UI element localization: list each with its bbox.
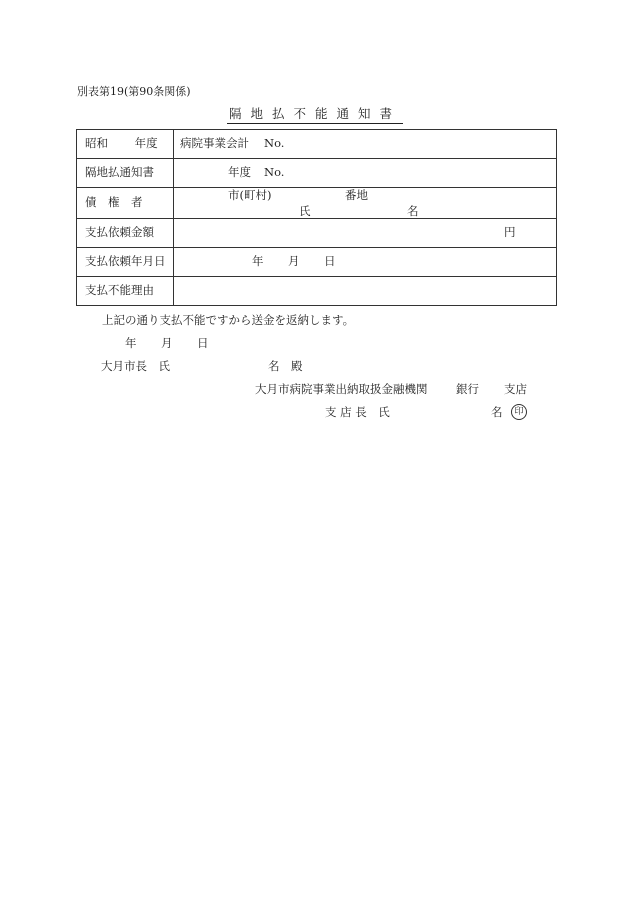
sender-branch: 支店 — [504, 382, 527, 396]
form-reference: 別表第19(第90条関係) — [77, 85, 191, 98]
document-title: 隔地払不能通知書 — [0, 108, 630, 121]
table-row — [77, 219, 557, 248]
addressee-name-suffix: 名 殿 — [268, 359, 303, 373]
branch-manager-name-suffix: 名 — [491, 405, 503, 419]
row-value-creditor: 市(町村) 番地 氏 名 — [174, 188, 557, 219]
addressee-title: 大月市長 氏 — [101, 359, 170, 373]
row-label-payment-amount: 支払依頼金額 — [77, 219, 174, 248]
table-row — [77, 248, 557, 277]
table-row — [77, 277, 557, 306]
sender-institution: 大月市病院事業出納取扱金融機関 — [255, 382, 428, 396]
row-label-remittance-notice: 隔地払通知書 — [77, 159, 174, 188]
seal-icon: 印 — [511, 404, 527, 420]
branch-manager-title: 支 店 長 氏 — [325, 405, 390, 419]
return-statement: 上記の通り支払不能ですから送金を返納します。 — [102, 313, 355, 327]
row-label-creditor: 債 権 者 — [77, 188, 174, 219]
table-row — [77, 130, 557, 159]
table-row — [77, 159, 557, 188]
notice-form-table — [76, 129, 557, 306]
row-value-nonpayment-reason — [174, 277, 557, 306]
row-label-fiscal-year: 昭和 年度 — [77, 130, 174, 159]
row-value-remittance-notice: 年度 No. — [174, 159, 557, 188]
date-month: 月 — [161, 336, 173, 350]
sender-bank: 銀行 — [456, 382, 479, 396]
date-day: 日 — [197, 336, 209, 350]
table-row — [77, 188, 557, 219]
row-value-request-date: 年 月 日 — [174, 248, 557, 277]
row-value-hospital-account: 病院事業会計 No. — [174, 130, 557, 159]
row-label-nonpayment-reason: 支払不能理由 — [77, 277, 174, 306]
row-label-request-date: 支払依頼年月日 — [77, 248, 174, 277]
row-value-payment-amount: 円 — [174, 219, 557, 248]
date-year: 年 — [125, 336, 137, 350]
